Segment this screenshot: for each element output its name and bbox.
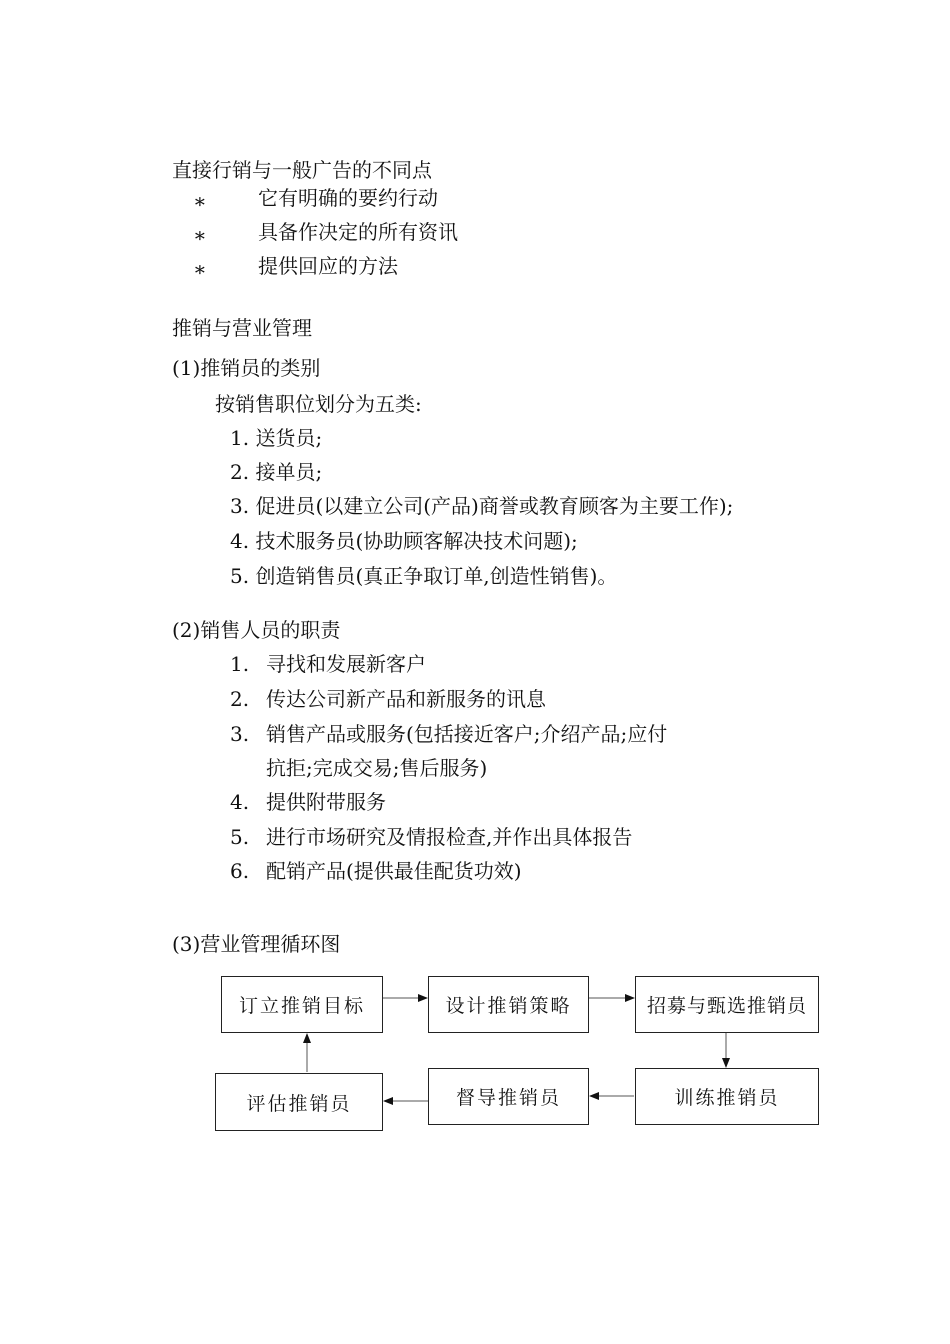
bullet-star-icon: ∗ [193,189,207,213]
section-title-management: 推销与营业管理 [172,316,312,340]
part1-intro: 按销售职位划分为五类: [215,392,422,416]
part2-item-num: 5. [230,825,250,849]
box-design-strategy: 设计推销策略 [428,976,589,1033]
part2-item-text: 寻找和发展新客户 [266,652,426,676]
part2-heading: (2)销售人员的职责 [172,618,341,642]
part2-item-text: 传达公司新产品和新服务的讯息 [266,687,546,711]
part2-item-num: 3. [230,722,250,746]
part2-item-text: 提供附带服务 [266,790,386,814]
part1-item: 1. 送货员; [230,426,323,450]
part2-item-num: 1. [230,652,250,676]
part2-item-num: 2. [230,687,250,711]
part2-item-text: 配销产品(提供最佳配货功效) [266,859,522,883]
part3-heading: (3)营业管理循环图 [172,932,341,956]
box-evaluate: 评估推销员 [215,1073,383,1131]
part2-item-text: 销售产品或服务(包括接近客户;介绍产品;应付 [266,722,668,746]
part2-item-text: 进行市场研究及情报检查,并作出具体报告 [266,825,633,849]
box-train: 训练推销员 [635,1068,819,1125]
section-title-differences: 直接行销与一般广告的不同点 [172,158,432,182]
part1-heading: (1)推销员的类别 [172,356,321,380]
part2-item-num: 4. [230,790,250,814]
bullet-item: 提供回应的方法 [258,254,398,278]
box-supervise: 督导推销员 [428,1068,589,1125]
bullet-star-icon: ∗ [193,257,207,281]
bullet-star-icon: ∗ [193,223,207,247]
box-recruit-select: 招募与甄选推销员 [635,976,819,1033]
bullet-item: 它有明确的要约行动 [258,186,438,210]
box-set-goals: 订立推销目标 [221,976,383,1033]
bullet-item: 具备作决定的所有资讯 [258,220,458,244]
part2-item-continuation: 抗拒;完成交易;售后服务) [266,756,488,780]
part1-item: 3. 促进员(以建立公司(产品)商誉或教育顾客为主要工作); [230,494,734,518]
part1-item: 5. 创造销售员(真正争取订单,创造性销售)。 [230,564,618,588]
part1-item: 4. 技术服务员(协助顾客解决技术问题); [230,529,578,553]
part1-item: 2. 接单员; [230,460,323,484]
part2-item-num: 6. [230,859,250,883]
